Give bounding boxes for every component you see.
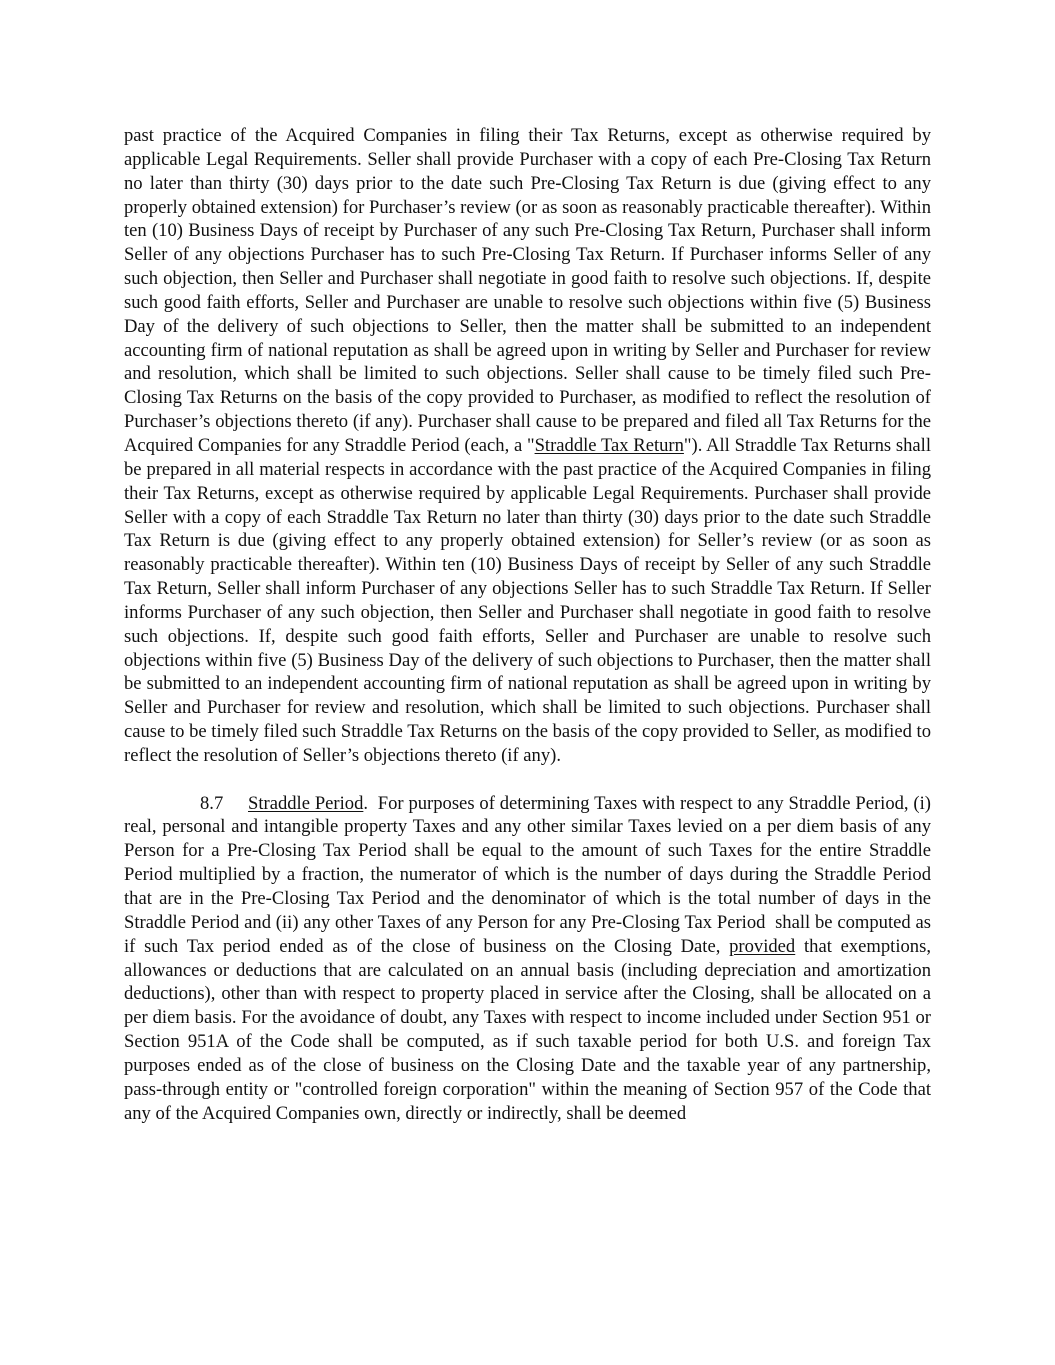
section-text-part1: For purposes of determining Taxes with respect to any Straddle Period, (i) real, personal and intangible property Taxes and any other similar Taxes levied on a per diem basis of any Person for a Pre-Closing Tax Period shall be equal to the amount of such Taxes for the entire Straddle Period multiplied by a fraction, the numerator of which is the number of days during the Straddle Period that are in the Pre-Closing Tax Period and the denominator of which is the total number of days in the Straddle Period and (ii) any other Taxes of any Person for any Pre-Closing Tax Period shall be computed as if such Tax period ended as of the close of business on the Closing Date, — [124, 792, 936, 957]
continuation-text-part2: "). All Straddle Tax Returns shall be prepared in all material respects in accordance with the past practice of the Acquired Companies in filing their Tax Returns, except as otherwise required by applicable Legal Requirements. Purchaser shall provide Seller with a copy of each Straddle Tax Return no later than thirty (30) days prior to the date such Straddle Tax Return is due (giving effect to any properly obtained extension) for Seller’s review (or as soon as reasonably practicable thereafter). Within ten (10) Business Days of receipt by Seller of any such Straddle Tax Return, Seller shall inform Purchaser of any objections Seller has to such Straddle Tax Return. If Seller informs Purchaser of any such objection, then Seller and Purchaser shall negotiate in good faith to resolve such objections. If, despite such good faith efforts, Seller and Purchaser are unable to resolve such objections within five (5) Business Day of the delivery of such objections to Purchaser, then the matter shall be submitted to an independent accounting firm of national reputation as shall be agreed upon in writing by Seller and Purchaser for review and resolution, which shall be limited to such objections. Purchaser shall cause to be timely filed such Straddle Tax Returns on the basis of the copy provided to Seller, as modified to reflect the resolution of Seller’s objections thereto (if any). — [124, 434, 932, 766]
document-page — [124, 124, 936, 1125]
section-number: 8.7 — [200, 792, 224, 814]
section-heading-punct: . — [363, 792, 369, 814]
section-text-part2: that exemptions, allowances or deductions that are calculated on an annual basis (including depreciation and amortization deductions), other than with respect to property placed in service after the Closing, shall be allocated on a per diem basis. For the avoidance of doubt, any Taxes with respect to income included under Section 951 or Section 951A of the Code shall be computed, as if such taxable period for both U.S. and foreign Tax purposes ended as of the close of business on the Closing Date and the taxable year of any partnership, pass-through entity or "controlled foreign corporation" within the meaning of Section 957 of the Code that any of the Acquired Companies own, directly or indirectly, shall be deemed — [124, 935, 931, 1124]
section-8-7-paragraph — [124, 792, 936, 1126]
continuation-text-part1: past practice of the Acquired Companies in filing their Tax Returns, except as otherwise required by applicable Legal Requirements. Seller shall provide Purchaser with a copy of each Pre-Closing Tax Return no later than thirty (30) days prior to the date such Pre-Closing Tax Return is due (giving effect to any properly obtained extension) for Purchaser’s review (or as soon as reasonably practicable thereafter). Within ten (10) Business Days of receipt by Purchaser of any such Pre-Closing Tax Return, Purchaser shall inform Seller of any objections Purchaser has to such Pre-Closing Tax Return. If Purchaser informs Seller of any such objection, then Seller and Purchaser shall negotiate in good faith to resolve such objections. If, despite such good faith efforts, Seller and Purchaser are unable to resolve such objections within five (5) Business Day of the delivery of such objections to Seller, then the matter shall be submitted to an independent accounting firm of national reputation as shall be agreed upon in writing by Seller and Purchaser for review and resolution, which shall be limited to such objections. Seller shall cause to be timely filed such Pre-Closing Tax Returns on the basis of the copy provided to Purchaser, as modified to reflect the resolution of Purchaser’s objections thereto (if any). Purchaser shall cause to be prepared and filed all Tax Returns for the Acquired Companies for any Straddle Period (each, a " — [124, 125, 931, 456]
defined-term-straddle-tax-return: Straddle Tax Return — [534, 434, 684, 456]
provided-term: provided — [729, 935, 796, 957]
continuation-paragraph — [124, 124, 931, 768]
section-heading: Straddle Period — [248, 792, 364, 814]
